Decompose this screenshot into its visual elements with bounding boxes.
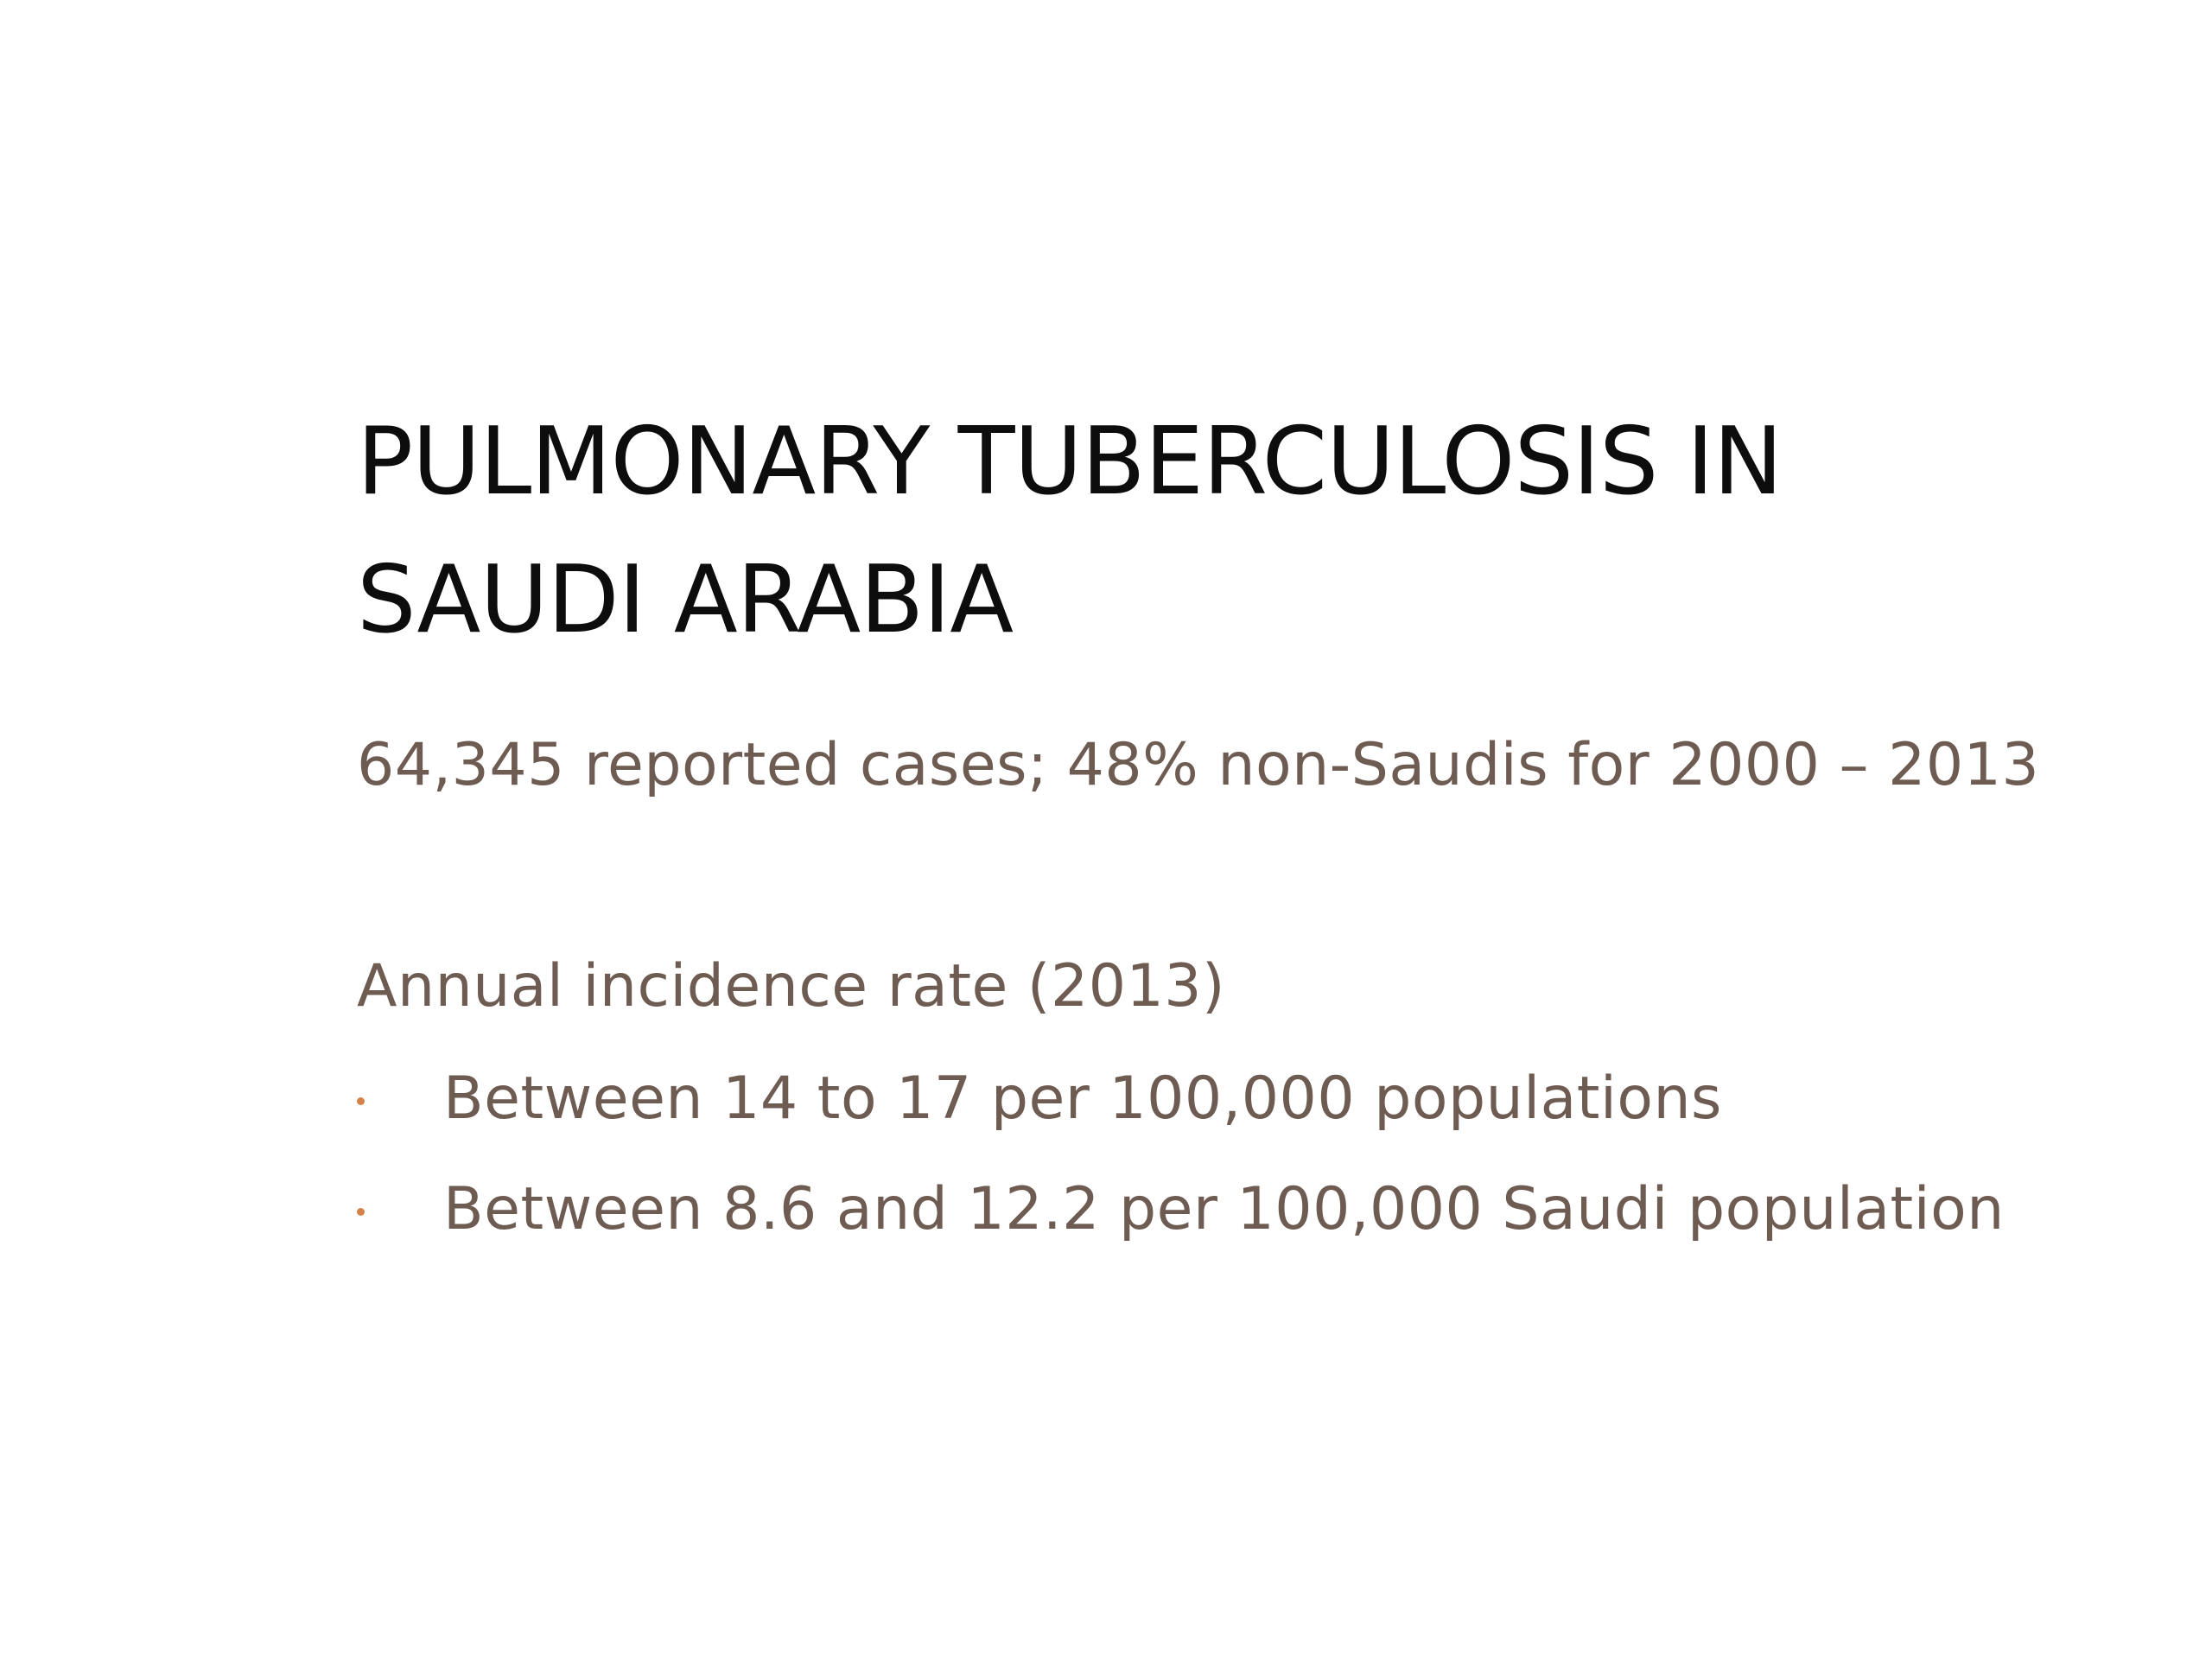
incidence-heading: Annual incidence rate (2013) (357, 952, 1226, 1020)
bullet-dot-icon (357, 1097, 365, 1105)
bullet-text: Between 14 to 17 per 100,000 populations (443, 1065, 1722, 1133)
bullet-dot-icon (357, 1208, 365, 1216)
slide-title (357, 393, 2085, 670)
bullet-text: Between 8.6 and 12.2 per 100,000 Saudi population (443, 1175, 2005, 1243)
slide-title-line-1: PULMONARY TUBERCULOSIS IN (357, 408, 1783, 516)
slide-title-line-2: SAUDI ARABIA (357, 546, 1014, 654)
summary-text: 64,345 reported cases; 48% non-Saudis for 2000 – 2013 (357, 731, 2040, 799)
